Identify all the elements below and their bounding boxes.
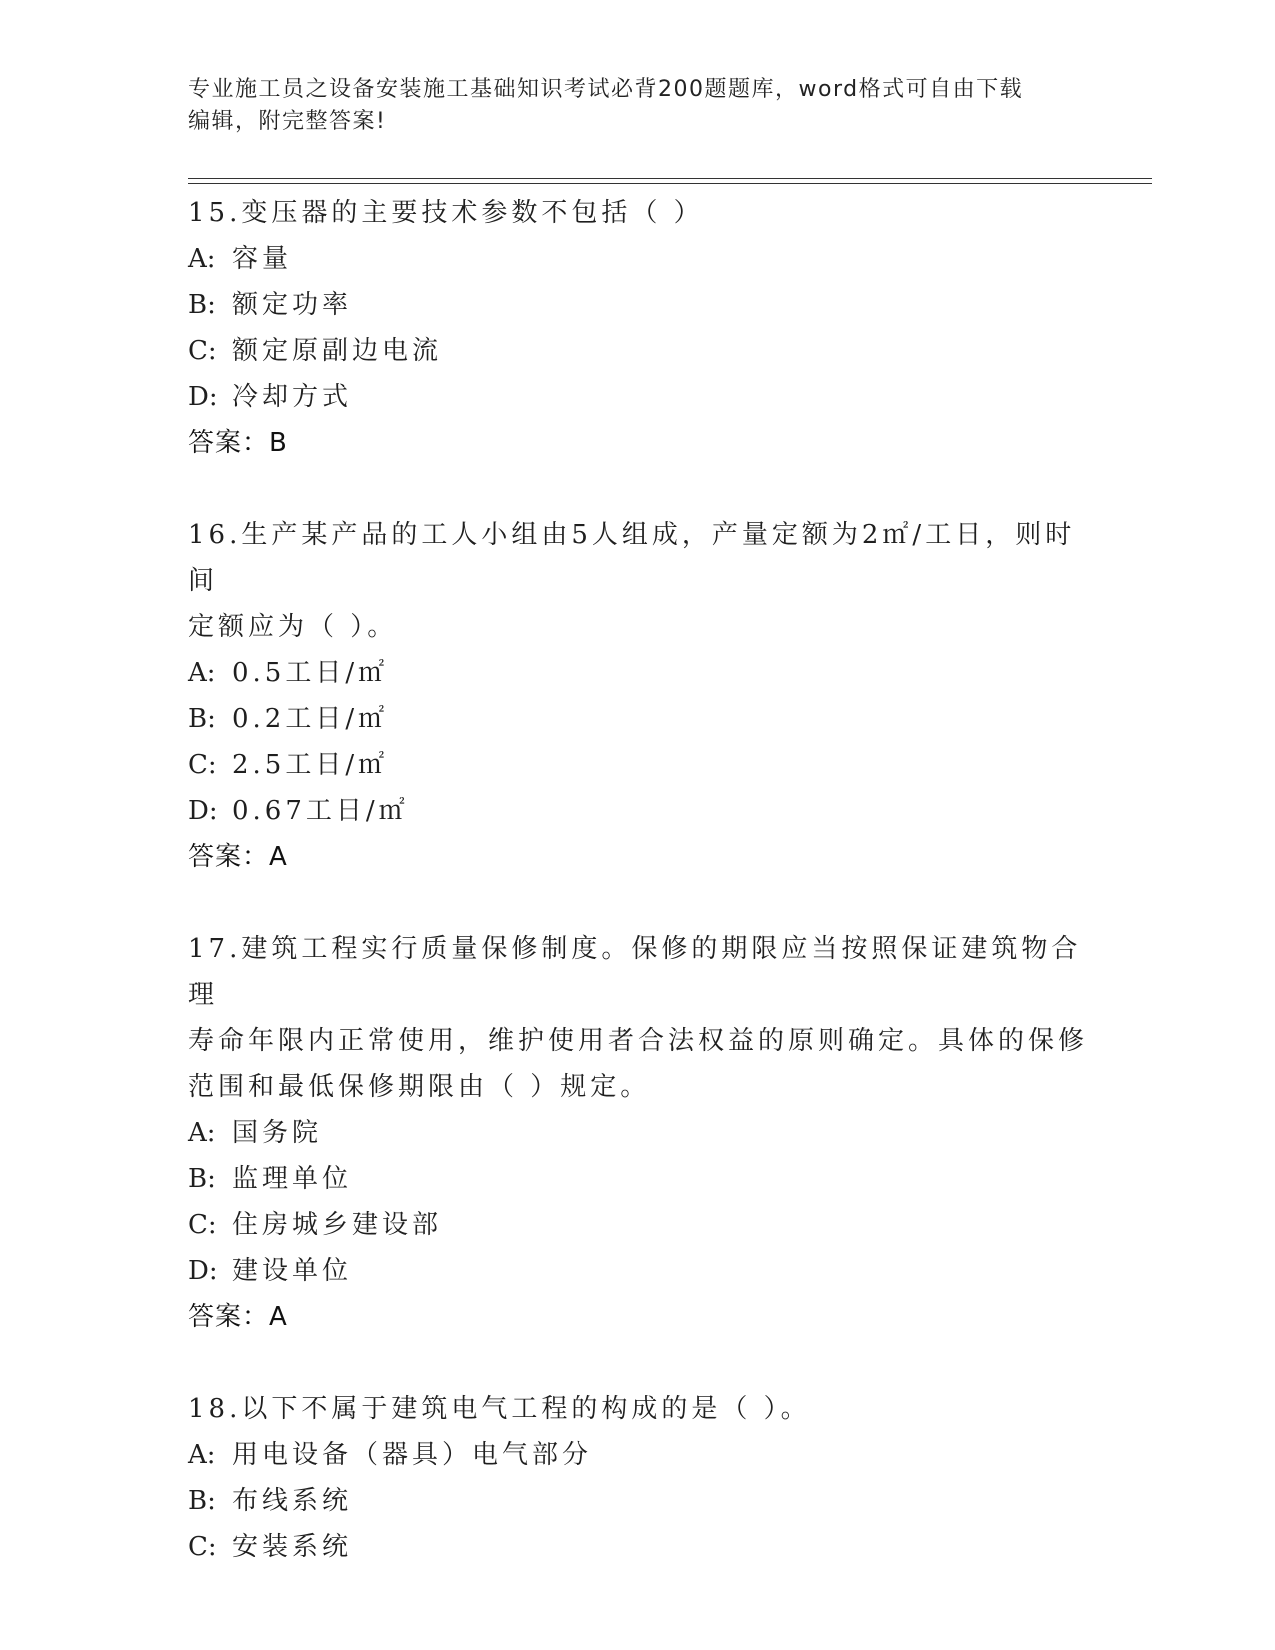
answer-option: [188, 696, 1088, 742]
option-text: 0.67工日/㎡: [232, 796, 409, 826]
header-line-1: 专业施工员之设备安装施工基础知识考试必背200题题库，word格式可自由下载: [188, 77, 1024, 102]
question-stem-line: 18.以下不属于建筑电气工程的构成的是（ ）。: [188, 1394, 811, 1424]
question-stem-line: 寿命年限内正常使用，维护使用者合法权益的原则确定。具体的保修: [188, 1026, 1089, 1056]
answer-option: [188, 1432, 1088, 1478]
question-stem-line: 17.建筑工程实行质量保修制度。保修的期限应当按照保证建筑物合理: [188, 934, 1082, 1010]
answer-option: [188, 650, 1088, 696]
document-header: [188, 74, 1088, 138]
answer-line: 答案：A: [188, 842, 288, 872]
answer-option: [188, 236, 1088, 282]
option-text: 额定原副边电流: [232, 336, 443, 366]
answer-option: [188, 1478, 1088, 1524]
answer-line: 答案：A: [188, 1302, 288, 1332]
answer-option: [188, 1202, 1088, 1248]
question-block: [188, 1386, 1088, 1570]
option-key: B:: [188, 290, 216, 320]
option-key: A:: [188, 658, 216, 688]
option-text: 建设单位: [232, 1256, 353, 1286]
question-block: [188, 926, 1088, 1340]
answer-line: 答案：B: [188, 428, 288, 458]
option-key: C:: [188, 336, 217, 366]
answer-option: [188, 374, 1088, 420]
option-text: 0.5工日/㎡: [232, 658, 389, 688]
question-stem-line: 16.生产某产品的工人小组由5人组成，产量定额为2㎡/工日，则时间: [188, 520, 1076, 596]
option-text: 安装系统: [232, 1532, 353, 1562]
header-divider-bottom: [188, 183, 1152, 184]
option-text: 国务院: [232, 1118, 323, 1148]
option-text: 额定功率: [232, 290, 353, 320]
option-key: A:: [188, 244, 216, 274]
answer-option: [188, 1110, 1088, 1156]
answer-option: [188, 328, 1088, 374]
option-text: 布线系统: [232, 1486, 353, 1516]
answer-option: [188, 788, 1088, 834]
option-text: 冷却方式: [232, 382, 353, 412]
answer-option: [188, 282, 1088, 328]
option-key: D:: [188, 382, 218, 412]
option-text: 0.2工日/㎡: [232, 704, 389, 734]
option-text: 监理单位: [232, 1164, 353, 1194]
header-line-2: 编辑，附完整答案!: [188, 109, 387, 134]
option-key: B:: [188, 1164, 216, 1194]
question-block: [188, 512, 1088, 880]
option-text: 2.5工日/㎡: [232, 750, 389, 780]
question-stem-line: 范围和最低保修期限由（ ）规定。: [188, 1072, 651, 1102]
answer-option: [188, 1156, 1088, 1202]
option-key: D:: [188, 796, 218, 826]
option-key: B:: [188, 704, 216, 734]
option-key: A:: [188, 1440, 216, 1470]
option-text: 用电设备（器具）电气部分: [232, 1440, 593, 1470]
option-key: D:: [188, 1256, 218, 1286]
option-key: C:: [188, 750, 217, 780]
question-stem-line: 定额应为（ ）。: [188, 612, 398, 642]
option-key: C:: [188, 1532, 217, 1562]
answer-option: [188, 742, 1088, 788]
option-text: 容量: [232, 244, 293, 274]
question-list: [188, 190, 1088, 1616]
option-key: C:: [188, 1210, 217, 1240]
answer-option: [188, 1248, 1088, 1294]
question-block: [188, 190, 1088, 466]
option-text: 住房城乡建设部: [232, 1210, 443, 1240]
answer-option: [188, 1524, 1088, 1570]
option-key: B:: [188, 1486, 216, 1516]
option-key: A:: [188, 1118, 216, 1148]
question-stem-line: 15.变压器的主要技术参数不包括（ ）: [188, 198, 704, 228]
header-divider-top: [188, 178, 1152, 179]
